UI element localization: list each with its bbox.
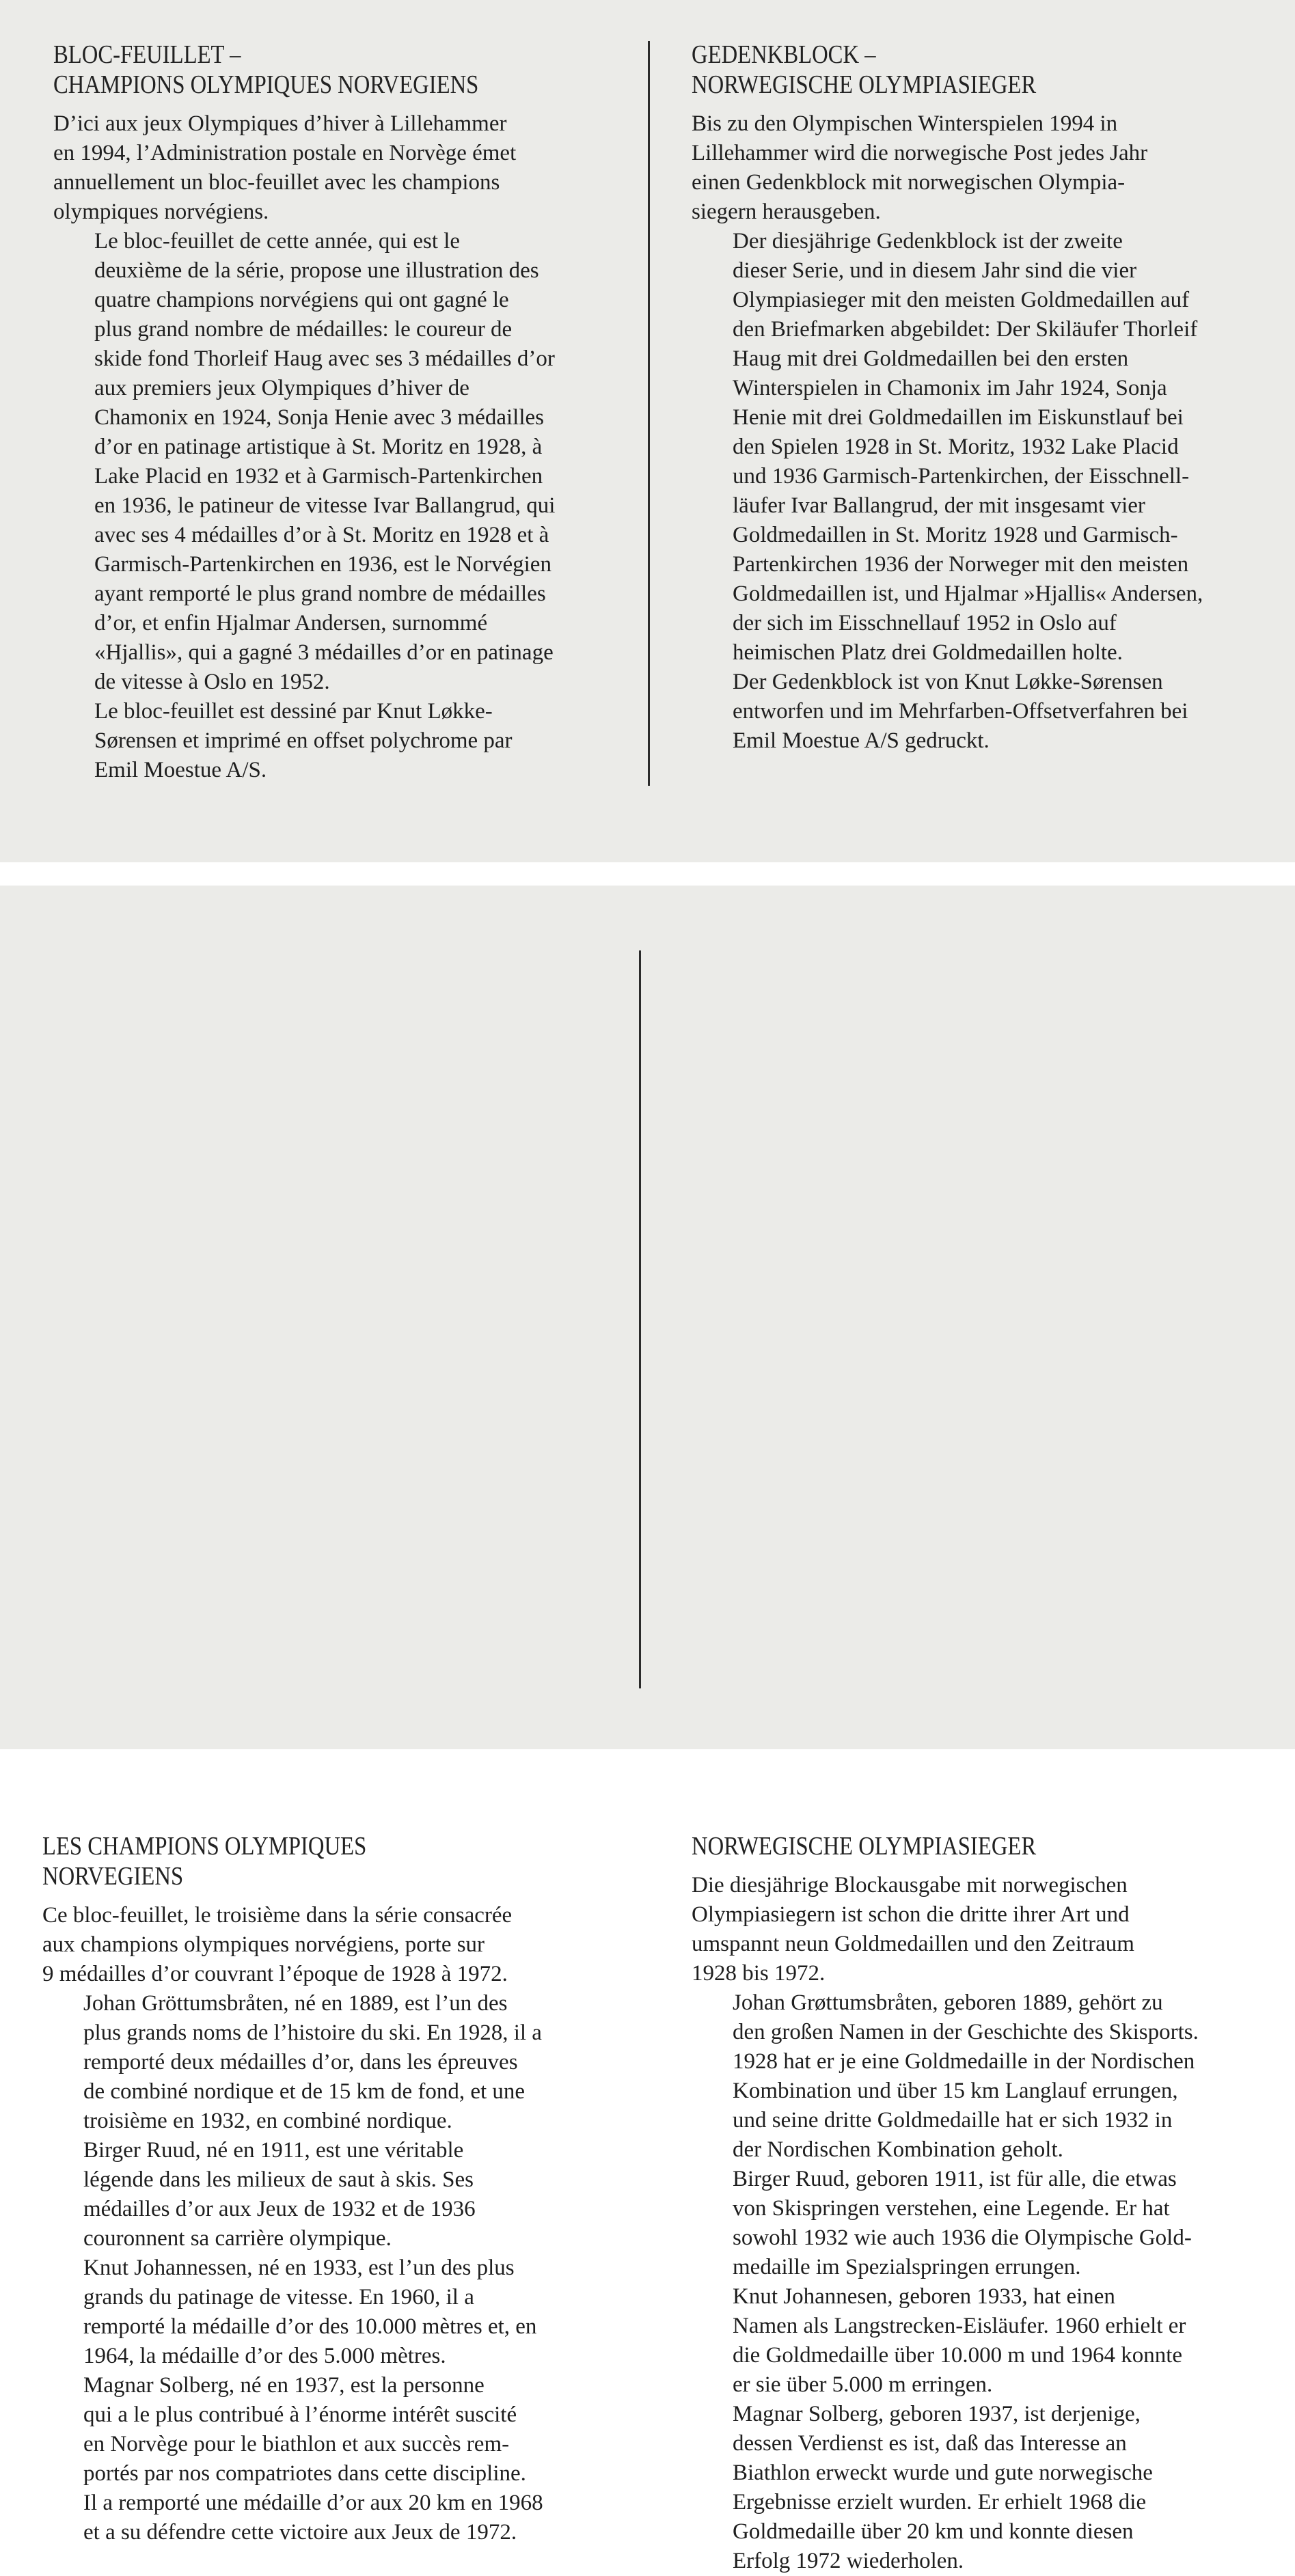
text-line: Knut Johannesen, geboren 1933, hat einen bbox=[733, 2284, 1115, 2309]
text-line: Die diesjährige Blockausgabe mit norwegischen bbox=[692, 1873, 1128, 1897]
text-line: Johan Grøttumsbråten, geboren 1889, gehört zu bbox=[733, 1990, 1163, 2015]
text-line: Goldmedaille über 20 km und konnte diesen bbox=[733, 2519, 1134, 2544]
text-line: Der Gedenkblock ist von Knut Løkke-Sørensen bbox=[733, 670, 1163, 694]
text-line: légende dans les milieux de saut à skis. Ses bbox=[83, 2167, 474, 2192]
text-line: Lake Placid en 1932 et à Garmisch-Partenkirchen bbox=[94, 464, 543, 489]
bottom-card bbox=[0, 886, 1295, 2573]
text-line: Emil Moestue A/S. bbox=[94, 758, 267, 782]
paragraph bbox=[692, 1871, 1259, 1988]
text-line: Birger Ruud, né en 1911, est une véritable bbox=[83, 2138, 464, 2163]
text-line: plus grand nombre de médailles: le coureur de bbox=[94, 317, 513, 342]
text-line: den großen Namen in der Geschichte des Skisports. bbox=[733, 2020, 1199, 2044]
text-line: der sich im Eisschnellauf 1952 in Oslo auf bbox=[733, 611, 1117, 635]
text-line: Haug mit drei Goldmedaillen bei den ersten bbox=[733, 346, 1129, 371]
paragraph bbox=[42, 2136, 610, 2253]
paragraph bbox=[53, 227, 614, 697]
text-line: troisième en 1932, en combiné nordique. bbox=[83, 2109, 452, 2133]
text-line: en 1936, le patineur de vitesse Ivar Ballangrud, qui bbox=[94, 493, 556, 518]
text-line: siegern herausgeben. bbox=[692, 200, 881, 224]
text-line: Sørensen et imprimé en offset polychrome par bbox=[94, 728, 513, 753]
text-line: aux champions olympiques norvégiens, porte sur bbox=[42, 1932, 485, 1957]
text-line: und seine dritte Goldmedaille hat er sich 1932 in bbox=[733, 2108, 1173, 2133]
text-line: Biathlon erweckt wurde und gute norwegische bbox=[733, 2461, 1153, 2485]
text-line: en Norvège pour le biathlon et aux succès rem- bbox=[83, 2432, 510, 2456]
german-title-bottom: NORWEGISCHE OLYMPIASIEGER bbox=[692, 1832, 1037, 1861]
text-line: Ergebnisse erzielt wurden. Er erhielt 1968 die bbox=[733, 2490, 1147, 2515]
text-line: er sie über 5.000 m erringen. bbox=[733, 2372, 993, 2397]
paragraph bbox=[42, 1989, 610, 2136]
french-text-bottom bbox=[42, 1901, 610, 2547]
text-line: Namen als Langstrecken-Eisläufer. 1960 erhielt er bbox=[733, 2314, 1186, 2338]
paragraph bbox=[42, 1901, 610, 1989]
text-line: Chamonix en 1924, Sonja Henie avec 3 médailles bbox=[94, 405, 545, 430]
text-line: und 1936 Garmisch-Partenkirchen, der Eisschnell- bbox=[733, 464, 1190, 489]
text-line: plus grands noms de l’histoire du ski. En 1928, il a bbox=[83, 2020, 542, 2045]
text-line: et a su défendre cette victoire aux Jeux de 1972. bbox=[83, 2520, 517, 2545]
text-line: remporté deux médailles d’or, dans les épreuves bbox=[83, 2050, 518, 2074]
paragraph bbox=[53, 697, 614, 785]
text-line: annuellement un bloc-feuillet avec les champions bbox=[53, 170, 500, 195]
text-line: remporté la médaille d’or des 10.000 mètres et, en bbox=[83, 2314, 537, 2339]
text-line: Ce bloc-feuillet, le troisième dans la série consacrée bbox=[42, 1903, 513, 1928]
text-line: qui a le plus contribué à l’énorme intérêt suscité bbox=[83, 2402, 517, 2427]
text-line: den Briefmarken abgebildet: Der Skiläufer Thorleif bbox=[733, 317, 1198, 342]
french-title-top: BLOC-FEUILLET – CHAMPIONS OLYMPIQUES NORVEGIENS bbox=[53, 40, 479, 99]
text-line: 1928 bis 1972. bbox=[692, 1961, 826, 1986]
paragraph bbox=[692, 2165, 1259, 2282]
text-line: Goldmedaillen in St. Moritz 1928 und Garmisch- bbox=[733, 523, 1178, 547]
text-line: D’ici aux jeux Olympiques d’hiver à Lillehammer bbox=[53, 111, 507, 136]
paragraph bbox=[692, 2400, 1259, 2576]
text-line: Il a remporté une médaille d’or aux 20 km en 1968 bbox=[83, 2491, 543, 2515]
text-line: «Hjallis», qui a gagné 3 médailles d’or en patinage bbox=[94, 640, 554, 665]
french-column-bottom bbox=[42, 1831, 610, 2547]
text-line: dieser Serie, und in diesem Jahr sind die vier bbox=[733, 258, 1137, 283]
text-line: von Skispringen verstehen, eine Legende. Er hat bbox=[733, 2196, 1170, 2221]
french-column-top bbox=[53, 40, 614, 785]
text-line: Henie mit drei Goldmedaillen im Eiskunstlauf bei bbox=[733, 405, 1184, 430]
text-line: deuxième de la série, propose une illustration des bbox=[94, 258, 539, 283]
paragraph bbox=[692, 1988, 1259, 2165]
paragraph bbox=[692, 2282, 1259, 2400]
text-line: Knut Johannessen, né en 1933, est l’un des plus bbox=[83, 2256, 515, 2280]
text-line: Johan Gröttumsbråten, né en 1889, est l’un des bbox=[83, 1991, 508, 2016]
french-title-bottom: LES CHAMPIONS OLYMPIQUES NORVEGIENS bbox=[42, 1832, 367, 1891]
text-line: Magnar Solberg, né en 1937, est la personne bbox=[83, 2373, 485, 2398]
text-line: 1928 hat er je eine Goldmedaille in der Nordischen bbox=[733, 2049, 1195, 2074]
text-line: quatre champions norvégiens qui ont gagné le bbox=[94, 288, 509, 312]
paragraph bbox=[692, 109, 1252, 227]
text-line: avec ses 4 médailles d’or à St. Moritz en 1928 et à bbox=[94, 523, 549, 547]
text-line: portés par nos compatriotes dans cette discipline. bbox=[83, 2461, 526, 2486]
text-line: Der diesjährige Gedenkblock ist der zweite bbox=[733, 229, 1123, 254]
paragraph bbox=[42, 2253, 610, 2371]
column-divider-bottom bbox=[639, 950, 641, 1688]
text-line: medaille im Spezialspringen errungen. bbox=[733, 2255, 1081, 2279]
text-line: Olympiasieger mit den meisten Goldmedaillen auf bbox=[733, 288, 1190, 312]
text-line: 1964, la médaille d’or des 5.000 mètres. bbox=[83, 2344, 446, 2368]
text-line: Erfolg 1972 wiederholen. bbox=[733, 2549, 964, 2573]
text-line: entworfen und im Mehrfarben-Offsetverfahren bei bbox=[733, 699, 1188, 724]
text-line: Goldmedaillen ist, und Hjalmar »Hjallis« Andersen, bbox=[733, 581, 1203, 606]
german-title-top: GEDENKBLOCK – NORWEGISCHE OLYMPIASIEGER bbox=[692, 40, 1037, 99]
text-line: skide fond Thorleif Haug avec ses 3 médailles d’or bbox=[94, 346, 555, 371]
text-line: Birger Ruud, geboren 1911, ist für alle, die etwas bbox=[733, 2167, 1177, 2191]
paragraph bbox=[692, 227, 1252, 668]
french-text-top bbox=[53, 109, 614, 785]
text-line: umspannt neun Goldmedaillen und den Zeitraum bbox=[692, 1932, 1134, 1956]
text-line: einen Gedenkblock mit norwegischen Olympia- bbox=[692, 170, 1126, 195]
text-line: läufer Ivar Ballangrud, der mit insgesamt vier bbox=[733, 493, 1145, 518]
text-line: Partenkirchen 1936 der Norweger mit den meisten bbox=[733, 552, 1189, 577]
text-line: Garmisch-Partenkirchen en 1936, est le Norvégien bbox=[94, 552, 551, 577]
text-line: den Spielen 1928 in St. Moritz, 1932 Lake Placid bbox=[733, 435, 1179, 459]
text-line: Kombination und über 15 km Langlauf errungen, bbox=[733, 2079, 1178, 2103]
text-line: grands du patinage de vitesse. En 1960, il a bbox=[83, 2285, 474, 2310]
text-line: Le bloc-feuillet est dessiné par Knut Løkke- bbox=[94, 699, 493, 724]
text-line: Olympiasiegern ist schon die dritte ihrer Art und bbox=[692, 1902, 1130, 1927]
text-line: d’or, et enfin Hjalmar Andersen, surnommé bbox=[94, 611, 488, 635]
text-line: de vitesse à Oslo en 1952. bbox=[94, 670, 330, 694]
german-text-top bbox=[692, 109, 1252, 756]
text-line: der Nordischen Kombination geholt. bbox=[733, 2137, 1063, 2162]
text-line: dessen Verdienst es ist, daß das Interesse an bbox=[733, 2431, 1127, 2456]
paragraph bbox=[692, 668, 1252, 756]
text-line: Emil Moestue A/S gedruckt. bbox=[733, 728, 990, 753]
german-column-bottom bbox=[692, 1831, 1259, 2576]
text-line: Le bloc-feuillet de cette année, qui est le bbox=[94, 229, 461, 254]
german-text-bottom bbox=[692, 1871, 1259, 2576]
column-divider-top bbox=[648, 41, 650, 786]
paragraph bbox=[42, 2371, 610, 2547]
text-line: 9 médailles d’or couvrant l’époque de 1928 à 1972. bbox=[42, 1962, 508, 1986]
paragraph bbox=[53, 109, 614, 227]
text-line: Lillehammer wird die norwegische Post jedes Jahr bbox=[692, 141, 1148, 165]
text-line: olympiques norvégiens. bbox=[53, 200, 269, 224]
german-column-top bbox=[692, 40, 1252, 756]
text-line: heimischen Platz drei Goldmedaillen holte. bbox=[733, 640, 1123, 665]
text-line: aux premiers jeux Olympiques d’hiver de bbox=[94, 376, 469, 400]
text-line: en 1994, l’Administration postale en Norvège émet bbox=[53, 141, 517, 165]
text-line: Magnar Solberg, geboren 1937, ist derjenige, bbox=[733, 2402, 1141, 2426]
text-line: ayant remporté le plus grand nombre de médailles bbox=[94, 581, 546, 606]
text-line: Bis zu den Olympischen Winterspielen 1994 in bbox=[692, 111, 1118, 136]
text-line: couronnent sa carrière olympique. bbox=[83, 2226, 392, 2251]
text-line: médailles d’or aux Jeux de 1932 et de 1936 bbox=[83, 2197, 476, 2221]
text-line: d’or en patinage artistique à St. Moritz en 1928, à bbox=[94, 435, 543, 459]
text-line: de combiné nordique et de 15 km de fond, et une bbox=[83, 2079, 526, 2104]
text-line: die Goldmedaille über 10.000 m und 1964 konnte bbox=[733, 2343, 1183, 2368]
text-line: sowohl 1932 wie auch 1936 die Olympische Gold- bbox=[733, 2225, 1192, 2250]
text-line: Winterspielen in Chamonix im Jahr 1924, Sonja bbox=[733, 376, 1167, 400]
top-card bbox=[0, 0, 1295, 862]
